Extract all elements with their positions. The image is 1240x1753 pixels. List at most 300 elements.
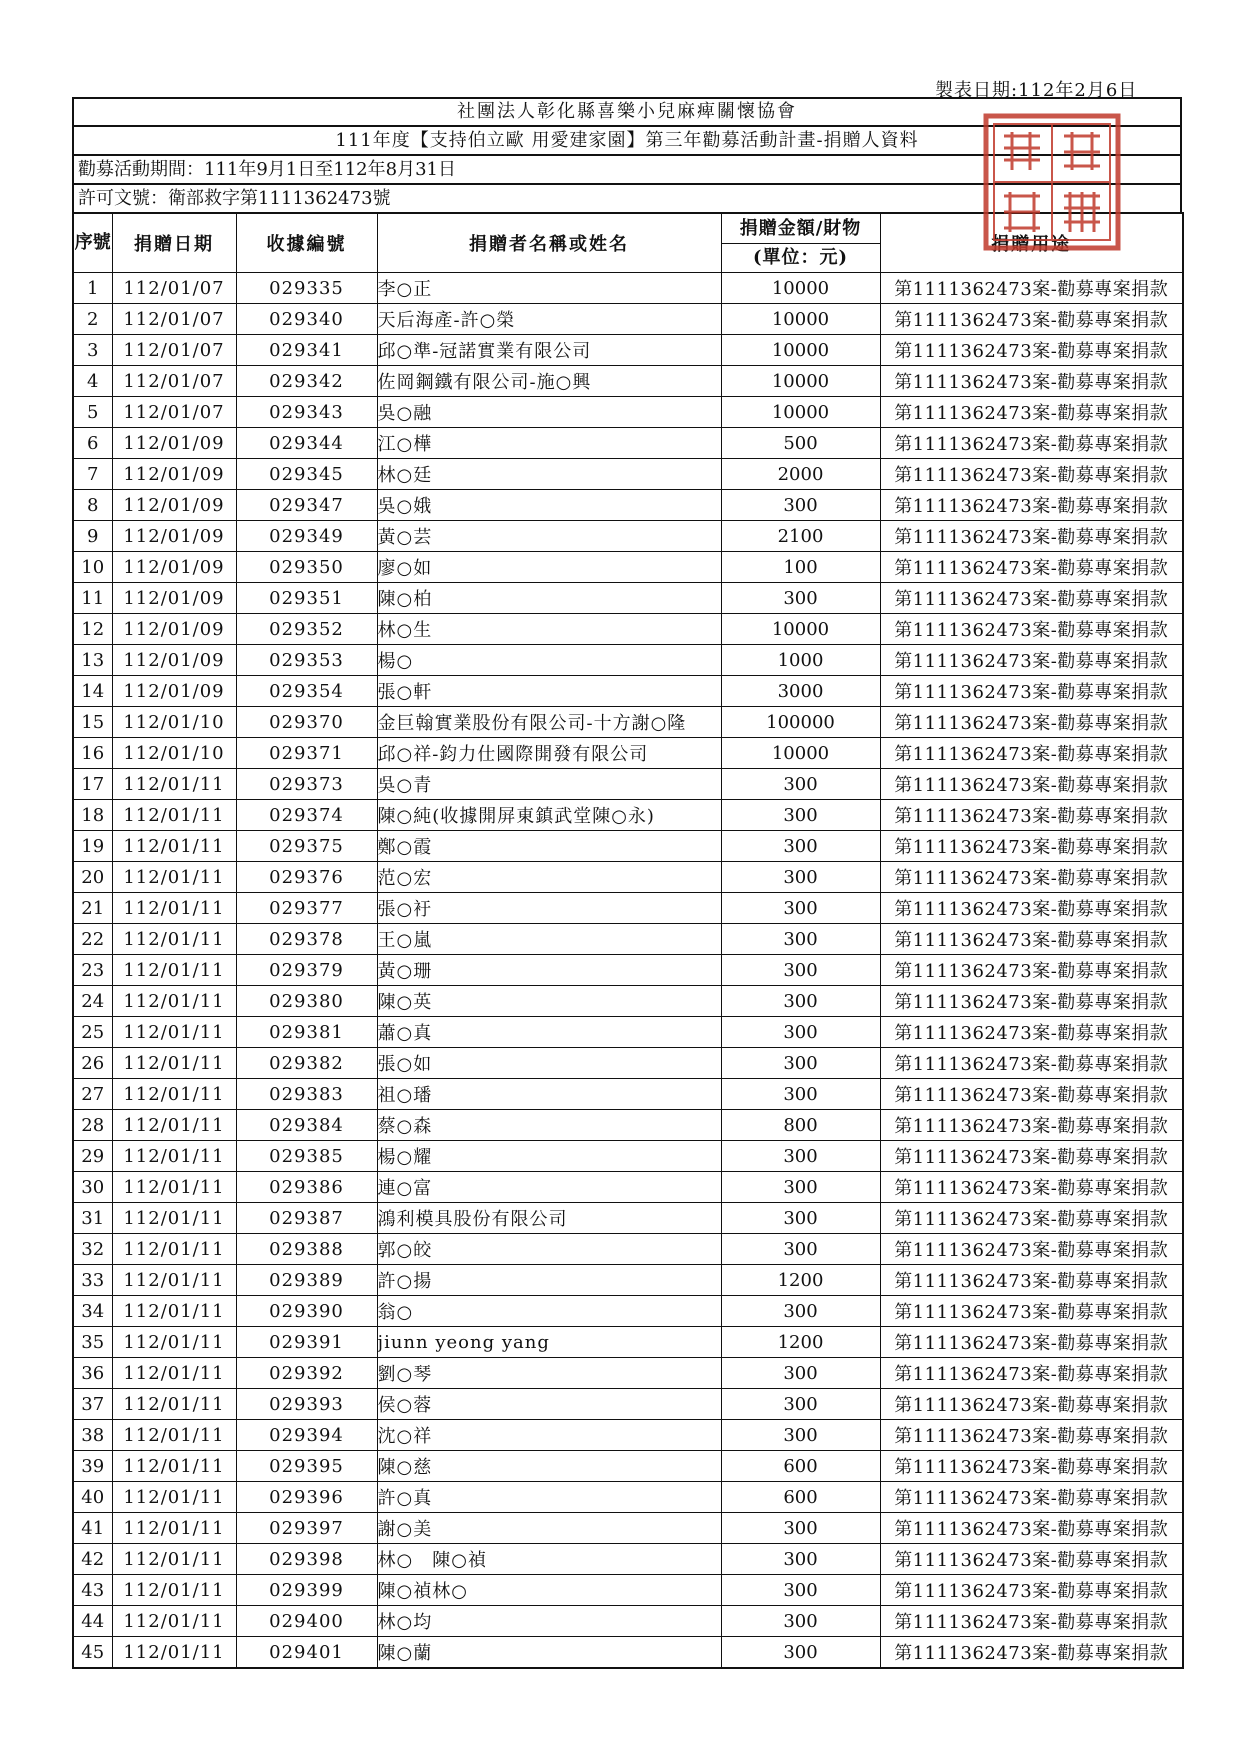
donation-purpose: 第1111362473案-勸募專案捐款 [880, 1358, 1183, 1389]
official-seal-icon [982, 112, 1122, 252]
donation-amount: 10000 [721, 738, 880, 769]
column-header-amount-label: 捐贈金額/財物 [722, 215, 880, 244]
table-row [73, 1141, 1183, 1172]
row-index: 21 [73, 893, 112, 924]
receipt-number: 029353 [236, 645, 377, 676]
donation-date: 112/01/11 [112, 1110, 236, 1141]
donation-purpose: 第1111362473案-勸募專案捐款 [880, 1451, 1183, 1482]
table-row [73, 831, 1183, 862]
donor-name: 范○宏 [377, 862, 721, 893]
table-row [73, 645, 1183, 676]
donor-name: 林○生 [377, 614, 721, 645]
row-index: 8 [73, 490, 112, 521]
donation-purpose: 第1111362473案-勸募專案捐款 [880, 397, 1183, 428]
donation-date: 112/01/09 [112, 459, 236, 490]
donation-purpose: 第1111362473案-勸募專案捐款 [880, 831, 1183, 862]
row-index: 17 [73, 769, 112, 800]
receipt-number: 029345 [236, 459, 377, 490]
donation-amount: 300 [721, 1048, 880, 1079]
table-row [73, 893, 1183, 924]
donation-amount: 300 [721, 1079, 880, 1110]
donation-purpose: 第1111362473案-勸募專案捐款 [880, 366, 1183, 397]
row-index: 2 [73, 304, 112, 335]
donor-name: 楊○ [377, 645, 721, 676]
donation-date: 112/01/10 [112, 707, 236, 738]
donation-purpose: 第1111362473案-勸募專案捐款 [880, 707, 1183, 738]
document-title: 111年度【支持伯立歐 用愛建家園】第三年勸募活動計畫-捐贈人資料 [72, 125, 1182, 154]
row-index: 31 [73, 1203, 112, 1234]
row-index: 13 [73, 645, 112, 676]
donation-amount: 10000 [721, 335, 880, 366]
donation-purpose: 第1111362473案-勸募專案捐款 [880, 552, 1183, 583]
donation-purpose: 第1111362473案-勸募專案捐款 [880, 769, 1183, 800]
table-row [73, 459, 1183, 490]
donation-amount: 10000 [721, 304, 880, 335]
row-index: 1 [73, 273, 112, 304]
donor-sheet [72, 97, 1182, 1669]
donation-date: 112/01/11 [112, 1203, 236, 1234]
row-index: 7 [73, 459, 112, 490]
donor-name: 陳○英 [377, 986, 721, 1017]
receipt-number: 029342 [236, 366, 377, 397]
receipt-number: 029349 [236, 521, 377, 552]
table-row [73, 1327, 1183, 1358]
row-index: 12 [73, 614, 112, 645]
donation-amount: 300 [721, 1203, 880, 1234]
donation-date: 112/01/09 [112, 676, 236, 707]
donation-purpose: 第1111362473案-勸募專案捐款 [880, 924, 1183, 955]
donation-date: 112/01/11 [112, 1451, 236, 1482]
donation-amount: 300 [721, 1606, 880, 1637]
donation-amount: 100000 [721, 707, 880, 738]
donation-date: 112/01/11 [112, 769, 236, 800]
donation-amount: 300 [721, 1141, 880, 1172]
donor-name: 王○嵐 [377, 924, 721, 955]
column-header-index: 序號 [73, 213, 112, 273]
donation-amount: 300 [721, 1296, 880, 1327]
donor-name: 天后海產-許○榮 [377, 304, 721, 335]
column-header-purpose: 捐贈用途 [880, 213, 1183, 273]
donation-amount: 300 [721, 986, 880, 1017]
donor-name: 鄭○霞 [377, 831, 721, 862]
receipt-number: 029385 [236, 1141, 377, 1172]
donor-name: 陳○蘭 [377, 1637, 721, 1669]
row-index: 6 [73, 428, 112, 459]
donation-amount: 300 [721, 583, 880, 614]
row-index: 5 [73, 397, 112, 428]
donor-name: 祖○璠 [377, 1079, 721, 1110]
donation-purpose: 第1111362473案-勸募專案捐款 [880, 1482, 1183, 1513]
table-row [73, 676, 1183, 707]
table-row [73, 335, 1183, 366]
donor-name: 吳○融 [377, 397, 721, 428]
donation-purpose: 第1111362473案-勸募專案捐款 [880, 1110, 1183, 1141]
receipt-number: 029392 [236, 1358, 377, 1389]
row-index: 4 [73, 366, 112, 397]
table-row [73, 1172, 1183, 1203]
receipt-number: 029390 [236, 1296, 377, 1327]
donation-date: 112/01/11 [112, 1482, 236, 1513]
donor-name: 張○軒 [377, 676, 721, 707]
donor-name: 鴻利模具股份有限公司 [377, 1203, 721, 1234]
donor-name: 李○正 [377, 273, 721, 304]
table-row [73, 1358, 1183, 1389]
donation-amount: 300 [721, 800, 880, 831]
receipt-number: 029375 [236, 831, 377, 862]
donation-date: 112/01/11 [112, 1141, 236, 1172]
table-row [73, 738, 1183, 769]
receipt-number: 029373 [236, 769, 377, 800]
donation-purpose: 第1111362473案-勸募專案捐款 [880, 1420, 1183, 1451]
receipt-number: 029377 [236, 893, 377, 924]
receipt-number: 029350 [236, 552, 377, 583]
receipt-number: 029341 [236, 335, 377, 366]
row-index: 19 [73, 831, 112, 862]
donor-name: 許○真 [377, 1482, 721, 1513]
table-row [73, 583, 1183, 614]
receipt-number: 029396 [236, 1482, 377, 1513]
donation-purpose: 第1111362473案-勸募專案捐款 [880, 583, 1183, 614]
donor-name: 金巨翰實業股份有限公司-十方謝○隆 [377, 707, 721, 738]
donation-amount: 300 [721, 893, 880, 924]
table-row [73, 366, 1183, 397]
donor-name: 吳○娥 [377, 490, 721, 521]
receipt-number: 029378 [236, 924, 377, 955]
donation-purpose: 第1111362473案-勸募專案捐款 [880, 1296, 1183, 1327]
receipt-number: 029352 [236, 614, 377, 645]
donor-name: 邱○祥-鈞力仕國際開發有限公司 [377, 738, 721, 769]
receipt-number: 029347 [236, 490, 377, 521]
donor-name: 佐岡鋼鐵有限公司-施○興 [377, 366, 721, 397]
table-row [73, 1296, 1183, 1327]
column-header-receipt: 收據編號 [236, 213, 377, 273]
donation-amount: 300 [721, 1575, 880, 1606]
donation-date: 112/01/11 [112, 800, 236, 831]
donation-amount: 300 [721, 1234, 880, 1265]
donation-purpose: 第1111362473案-勸募專案捐款 [880, 986, 1183, 1017]
receipt-number: 029395 [236, 1451, 377, 1482]
row-index: 30 [73, 1172, 112, 1203]
donation-amount: 2000 [721, 459, 880, 490]
table-row [73, 552, 1183, 583]
donation-amount: 3000 [721, 676, 880, 707]
donation-amount: 600 [721, 1451, 880, 1482]
donation-date: 112/01/11 [112, 924, 236, 955]
donor-name: 陳○純(收據開屏東鎮武堂陳○永) [377, 800, 721, 831]
donation-purpose: 第1111362473案-勸募專案捐款 [880, 1637, 1183, 1669]
row-index: 41 [73, 1513, 112, 1544]
receipt-number: 029371 [236, 738, 377, 769]
receipt-number: 029379 [236, 955, 377, 986]
donor-name: 謝○美 [377, 1513, 721, 1544]
donation-date: 112/01/11 [112, 1265, 236, 1296]
row-index: 23 [73, 955, 112, 986]
column-header-date: 捐贈日期 [112, 213, 236, 273]
row-index: 28 [73, 1110, 112, 1141]
receipt-number: 029387 [236, 1203, 377, 1234]
table-row [73, 521, 1183, 552]
table-row [73, 397, 1183, 428]
donation-amount: 1200 [721, 1327, 880, 1358]
organization-name: 社團法人彰化縣喜樂小兒麻痺關懷協會 [72, 97, 1182, 125]
table-row [73, 1544, 1183, 1575]
receipt-number: 029389 [236, 1265, 377, 1296]
receipt-number: 029393 [236, 1389, 377, 1420]
table-row [73, 800, 1183, 831]
donation-purpose: 第1111362473案-勸募專案捐款 [880, 1079, 1183, 1110]
donation-amount: 300 [721, 924, 880, 955]
receipt-number: 029381 [236, 1017, 377, 1048]
donation-purpose: 第1111362473案-勸募專案捐款 [880, 645, 1183, 676]
donor-name: 陳○慈 [377, 1451, 721, 1482]
row-index: 16 [73, 738, 112, 769]
receipt-number: 029370 [236, 707, 377, 738]
row-index: 39 [73, 1451, 112, 1482]
donation-date: 112/01/11 [112, 1017, 236, 1048]
row-index: 15 [73, 707, 112, 738]
table-row [73, 1017, 1183, 1048]
receipt-number: 029399 [236, 1575, 377, 1606]
row-index: 40 [73, 1482, 112, 1513]
table-row [73, 1451, 1183, 1482]
table-row [73, 614, 1183, 645]
row-index: 37 [73, 1389, 112, 1420]
donor-name: 黃○芸 [377, 521, 721, 552]
donor-name: 江○樺 [377, 428, 721, 459]
donor-name: 吳○青 [377, 769, 721, 800]
donation-amount: 300 [721, 1544, 880, 1575]
table-row [73, 273, 1183, 304]
donation-amount: 300 [721, 1637, 880, 1669]
table-row [73, 1606, 1183, 1637]
table-row [73, 955, 1183, 986]
donation-date: 112/01/11 [112, 1389, 236, 1420]
donor-name: 林○均 [377, 1606, 721, 1637]
donor-name: 蔡○森 [377, 1110, 721, 1141]
donor-name: 張○衧 [377, 893, 721, 924]
receipt-number: 029343 [236, 397, 377, 428]
donation-date: 112/01/11 [112, 1172, 236, 1203]
receipt-number: 029351 [236, 583, 377, 614]
row-index: 34 [73, 1296, 112, 1327]
donor-name: 林○ 陳○禎 [377, 1544, 721, 1575]
donation-purpose: 第1111362473案-勸募專案捐款 [880, 1606, 1183, 1637]
row-index: 43 [73, 1575, 112, 1606]
donation-date: 112/01/09 [112, 583, 236, 614]
receipt-number: 029386 [236, 1172, 377, 1203]
donation-date: 112/01/11 [112, 986, 236, 1017]
donation-amount: 300 [721, 1420, 880, 1451]
donor-name: 郭○皎 [377, 1234, 721, 1265]
donation-date: 112/01/11 [112, 831, 236, 862]
donation-date: 112/01/11 [112, 1296, 236, 1327]
table-row [73, 1265, 1183, 1296]
table-row [73, 707, 1183, 738]
table-row [73, 1482, 1183, 1513]
row-index: 10 [73, 552, 112, 583]
table-row [73, 1079, 1183, 1110]
donation-amount: 300 [721, 1513, 880, 1544]
donation-date: 112/01/11 [112, 1048, 236, 1079]
donation-amount: 100 [721, 552, 880, 583]
table-row [73, 862, 1183, 893]
donation-purpose: 第1111362473案-勸募專案捐款 [880, 521, 1183, 552]
donation-purpose: 第1111362473案-勸募專案捐款 [880, 614, 1183, 645]
receipt-number: 029335 [236, 273, 377, 304]
donor-name: 劉○琴 [377, 1358, 721, 1389]
table-row [73, 1234, 1183, 1265]
donation-date: 112/01/11 [112, 1606, 236, 1637]
donor-name: 連○富 [377, 1172, 721, 1203]
donation-purpose: 第1111362473案-勸募專案捐款 [880, 893, 1183, 924]
donation-purpose: 第1111362473案-勸募專案捐款 [880, 676, 1183, 707]
table-row [73, 1575, 1183, 1606]
receipt-number: 029380 [236, 986, 377, 1017]
donation-amount: 300 [721, 1172, 880, 1203]
row-index: 9 [73, 521, 112, 552]
receipt-number: 029344 [236, 428, 377, 459]
donation-amount: 300 [721, 490, 880, 521]
donation-purpose: 第1111362473案-勸募專案捐款 [880, 1172, 1183, 1203]
donor-name: 侯○蓉 [377, 1389, 721, 1420]
donation-purpose: 第1111362473案-勸募專案捐款 [880, 1265, 1183, 1296]
donation-date: 112/01/07 [112, 273, 236, 304]
donation-amount: 300 [721, 1389, 880, 1420]
donor-name: 張○如 [377, 1048, 721, 1079]
receipt-number: 029388 [236, 1234, 377, 1265]
donation-date: 112/01/11 [112, 1327, 236, 1358]
donation-purpose: 第1111362473案-勸募專案捐款 [880, 1017, 1183, 1048]
row-index: 26 [73, 1048, 112, 1079]
row-index: 14 [73, 676, 112, 707]
donation-amount: 300 [721, 769, 880, 800]
donation-date: 112/01/09 [112, 521, 236, 552]
donation-date: 112/01/11 [112, 893, 236, 924]
donation-amount: 10000 [721, 614, 880, 645]
donor-name: 許○揚 [377, 1265, 721, 1296]
table-row [73, 1048, 1183, 1079]
table-row [73, 924, 1183, 955]
donation-purpose: 第1111362473案-勸募專案捐款 [880, 1327, 1183, 1358]
table-row [73, 1389, 1183, 1420]
donation-purpose: 第1111362473案-勸募專案捐款 [880, 1141, 1183, 1172]
donation-amount: 300 [721, 955, 880, 986]
donor-name: 翁○ [377, 1296, 721, 1327]
donation-purpose: 第1111362473案-勸募專案捐款 [880, 1544, 1183, 1575]
receipt-number: 029384 [236, 1110, 377, 1141]
row-index: 35 [73, 1327, 112, 1358]
row-index: 20 [73, 862, 112, 893]
donation-amount: 1200 [721, 1265, 880, 1296]
column-header-amount-unit: (單位：元) [752, 246, 849, 268]
donation-date: 112/01/11 [112, 1358, 236, 1389]
donation-date: 112/01/11 [112, 955, 236, 986]
donation-purpose: 第1111362473案-勸募專案捐款 [880, 459, 1183, 490]
donation-purpose: 第1111362473案-勸募專案捐款 [880, 1203, 1183, 1234]
donation-date: 112/01/07 [112, 335, 236, 366]
donation-purpose: 第1111362473案-勸募專案捐款 [880, 1575, 1183, 1606]
donation-date: 112/01/11 [112, 1544, 236, 1575]
donation-date: 112/01/09 [112, 428, 236, 459]
receipt-number: 029394 [236, 1420, 377, 1451]
table-row [73, 769, 1183, 800]
row-index: 45 [73, 1637, 112, 1669]
row-index: 27 [73, 1079, 112, 1110]
donor-name: 沈○祥 [377, 1420, 721, 1451]
donor-table [72, 212, 1184, 1669]
row-index: 32 [73, 1234, 112, 1265]
donor-name: 陳○禎林○ [377, 1575, 721, 1606]
donor-name: jiunn yeong yang [377, 1327, 721, 1358]
donor-name: 楊○耀 [377, 1141, 721, 1172]
campaign-period: 勸募活動期間：111年9月1日至112年8月31日 [72, 154, 1182, 183]
table-row [73, 1637, 1183, 1669]
receipt-number: 029391 [236, 1327, 377, 1358]
donation-amount: 10000 [721, 366, 880, 397]
donation-amount: 800 [721, 1110, 880, 1141]
donor-name: 黃○珊 [377, 955, 721, 986]
donation-amount: 600 [721, 1482, 880, 1513]
donation-purpose: 第1111362473案-勸募專案捐款 [880, 273, 1183, 304]
donor-name: 林○廷 [377, 459, 721, 490]
donation-date: 112/01/09 [112, 552, 236, 583]
row-index: 33 [73, 1265, 112, 1296]
table-row [73, 428, 1183, 459]
column-header-donor: 捐贈者名稱或姓名 [377, 213, 721, 273]
donation-purpose: 第1111362473案-勸募專案捐款 [880, 490, 1183, 521]
donation-date: 112/01/09 [112, 490, 236, 521]
donation-amount: 10000 [721, 397, 880, 428]
donation-date: 112/01/11 [112, 1234, 236, 1265]
donation-date: 112/01/11 [112, 1079, 236, 1110]
row-index: 36 [73, 1358, 112, 1389]
donation-date: 112/01/09 [112, 645, 236, 676]
donation-amount: 10000 [721, 273, 880, 304]
donation-purpose: 第1111362473案-勸募專案捐款 [880, 862, 1183, 893]
donation-date: 112/01/10 [112, 738, 236, 769]
table-row [73, 1513, 1183, 1544]
donation-purpose: 第1111362473案-勸募專案捐款 [880, 335, 1183, 366]
donation-amount: 1000 [721, 645, 880, 676]
column-header-amount [721, 213, 880, 273]
table-row [73, 1110, 1183, 1141]
donor-name: 邱○準-冠諾實業有限公司 [377, 335, 721, 366]
receipt-number: 029376 [236, 862, 377, 893]
donation-date: 112/01/11 [112, 1637, 236, 1669]
row-index: 29 [73, 1141, 112, 1172]
row-index: 44 [73, 1606, 112, 1637]
receipt-number: 029382 [236, 1048, 377, 1079]
donation-purpose: 第1111362473案-勸募專案捐款 [880, 304, 1183, 335]
donation-purpose: 第1111362473案-勸募專案捐款 [880, 738, 1183, 769]
receipt-number: 029383 [236, 1079, 377, 1110]
donor-name: 廖○如 [377, 552, 721, 583]
table-row [73, 1203, 1183, 1234]
donation-purpose: 第1111362473案-勸募專案捐款 [880, 1234, 1183, 1265]
row-index: 22 [73, 924, 112, 955]
table-row [73, 986, 1183, 1017]
donation-date: 112/01/07 [112, 366, 236, 397]
table-row [73, 304, 1183, 335]
donation-purpose: 第1111362473案-勸募專案捐款 [880, 1048, 1183, 1079]
donation-amount: 300 [721, 831, 880, 862]
donation-amount: 300 [721, 1358, 880, 1389]
donation-purpose: 第1111362473案-勸募專案捐款 [880, 1389, 1183, 1420]
receipt-number: 029400 [236, 1606, 377, 1637]
donation-amount: 500 [721, 428, 880, 459]
donation-amount: 2100 [721, 521, 880, 552]
row-index: 18 [73, 800, 112, 831]
